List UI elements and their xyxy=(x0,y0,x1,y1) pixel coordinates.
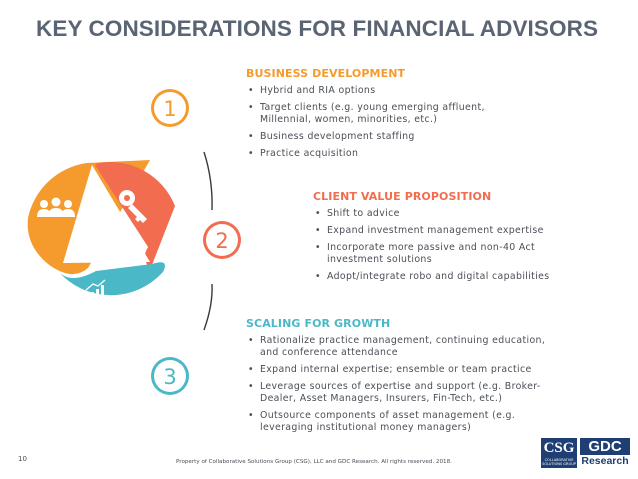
bullet-item: • Business development staffing xyxy=(246,131,536,143)
bullet-item: • Practice acquisition xyxy=(246,148,536,160)
section-scaling-for-growth xyxy=(246,317,546,439)
slide-title: KEY CONSIDERATIONS FOR FINANCIAL ADVISORS xyxy=(36,16,599,41)
step-3-marker xyxy=(151,357,189,395)
step-1-number: 1 xyxy=(163,97,177,121)
step-2-marker xyxy=(203,221,241,259)
bullet-item: • Hybrid and RIA options xyxy=(246,85,536,97)
section-heading: SCALING FOR GROWTH xyxy=(246,317,391,330)
bullet-item: • Expand internal expertise; ensemble or team practice xyxy=(246,364,546,376)
gdc-logo-name: GDC xyxy=(580,438,630,455)
connector-arc-lower xyxy=(204,284,212,330)
cycle-ring xyxy=(28,160,175,295)
section-business-development xyxy=(246,67,536,165)
step-3-number: 3 xyxy=(163,365,177,389)
step-2-number: 2 xyxy=(215,229,229,253)
gdc-logo-tagline: Research xyxy=(581,455,629,467)
csg-logo-tagline: COLLABORATIVE SOLUTIONS GROUP xyxy=(542,458,576,466)
section-heading: BUSINESS DEVELOPMENT xyxy=(246,67,406,80)
csg-logo xyxy=(541,438,577,468)
bullet-item: • Expand investment management expertise xyxy=(313,225,583,237)
section-heading: CLIENT VALUE PROPOSITION xyxy=(313,190,492,203)
bullet-item: • Shift to advice xyxy=(313,208,583,220)
bullet-item: • Rationalize practice management, continuing education, and conference attendance xyxy=(246,335,546,359)
bullet-item: • Leverage sources of expertise and support (e.g. Broker-Dealer, Asset Managers, Insurers, Fin-Tech, etc.) xyxy=(246,381,546,405)
bullet-item: • Target clients (e.g. young emerging affluent, Millennial, women, minorities, etc.) xyxy=(246,102,536,126)
gdc-research-logo xyxy=(580,438,630,468)
csg-logo-name: CSG xyxy=(543,440,575,456)
bullet-item: • Incorporate more passive and non-40 Act investment solutions xyxy=(313,242,583,266)
bullet-item: • Adopt/integrate robo and digital capabilities xyxy=(313,271,583,283)
step-1-marker xyxy=(151,89,189,127)
connector-arc-upper xyxy=(204,152,212,210)
section-client-value-proposition xyxy=(313,190,583,288)
page-number: 10 xyxy=(18,455,27,463)
bullet-item: • Outsource components of asset management (e.g. leveraging institutional money managers) xyxy=(246,410,546,434)
footer-copyright: Property of Collaborative Solutions Group (CSG), LLC and GDC Research. All rights reserved. 2018. xyxy=(176,459,452,465)
